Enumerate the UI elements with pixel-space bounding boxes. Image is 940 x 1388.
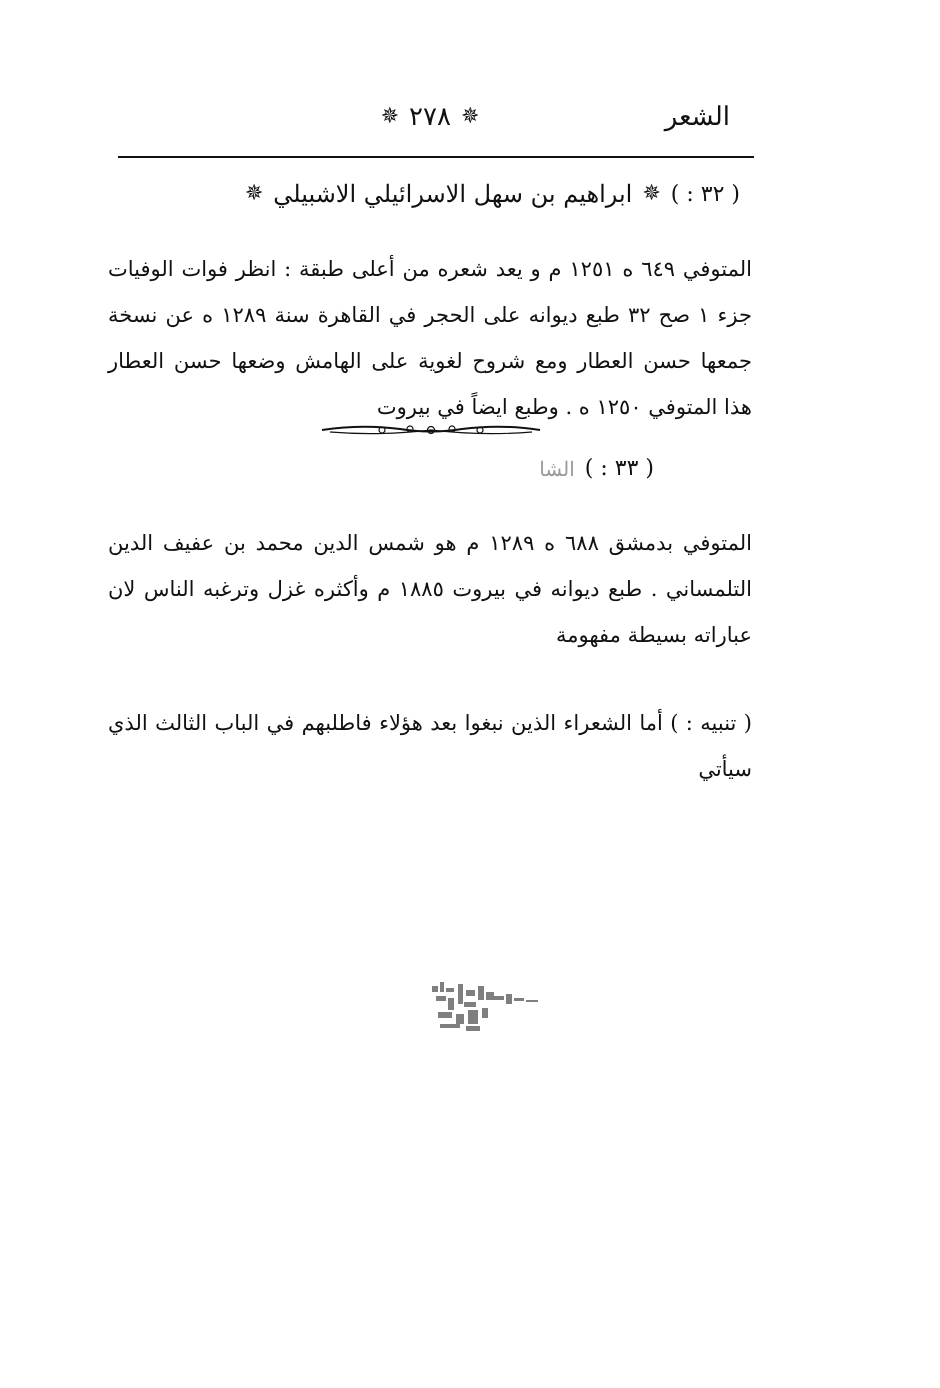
section-title: الشعر bbox=[664, 102, 730, 132]
page-header bbox=[110, 96, 750, 144]
star-ornament-icon: ✵ bbox=[460, 104, 480, 129]
decorative-divider bbox=[320, 418, 542, 442]
page-number-group bbox=[381, 102, 480, 132]
entry-body: المتوفي بدمشق ٦٨٨ ه ١٢٨٩ م هو شمس الدين محمد بن عفيف الدين التلمساني . طبع ديوانه في بيروت ١٨٨٥ م وأكثره غزل وترغبه الناس لان عباراته بسيطة مفهومة bbox=[108, 531, 752, 647]
entry-number: ( ٣٢ : ) bbox=[670, 181, 740, 207]
star-ornament-icon: ✵ bbox=[244, 181, 264, 206]
entry-heading bbox=[234, 456, 654, 481]
header-rule bbox=[118, 156, 754, 158]
entry-body: المتوفي ٦٤٩ ه ١٢٥١ م و يعد شعره من أعلى طبقة : انظر فوات الوفيات جزء ١ صح ٣٢ طبع ديوانه على الحجر في القاهرة سنة ١٢٨٩ ه عن نسخة جمعها حسن العطار ومع شروح لغوية على الهامش وضعها حسن العطار هذا المتوفي ١٢٥٠ ه . وطبع ايضاً في بيروت bbox=[108, 257, 753, 419]
library-stamp bbox=[428, 978, 552, 1038]
note-paragraph: ( تنبيه : ) أما الشعراء الذين نبغوا بعد هؤلاء فاطلبهم في الباب الثالث الذي سيأتي bbox=[108, 711, 752, 781]
poet-name: الشا bbox=[539, 456, 575, 481]
star-ornament-icon: ✵ bbox=[380, 104, 400, 129]
entry-number: ( ٣٣ : ) bbox=[584, 456, 654, 481]
star-ornament-icon: ✵ bbox=[642, 181, 661, 206]
page-number: ٢٧٨ bbox=[409, 102, 451, 132]
entry-heading bbox=[180, 180, 740, 208]
poet-name: ابراهيم بن سهل الاسرائيلي الاشبيلي bbox=[273, 180, 633, 208]
